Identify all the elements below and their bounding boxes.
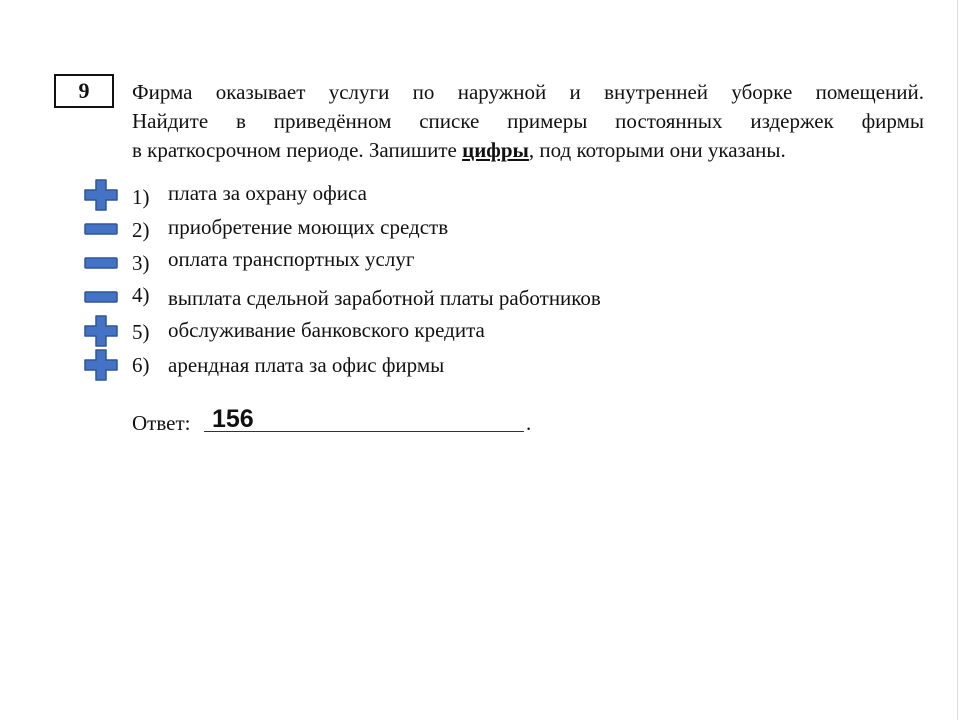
question-line-3-end: , под которыми они указаны. [528, 138, 786, 162]
option-text: плата за охрану офиса [168, 181, 367, 205]
task-number: 9 [78, 78, 90, 103]
plus-icon [82, 314, 120, 348]
minus-icon [82, 246, 120, 280]
option-1 [80, 178, 720, 212]
option-number: 5) [132, 320, 150, 344]
option-text: арендная плата за офис фирмы [168, 353, 445, 377]
option-text: выплата сдельной заработной платы работников [168, 286, 601, 310]
answer-terminator: . [526, 411, 532, 435]
option-5 [80, 314, 720, 348]
slide-edge-divider [957, 0, 958, 720]
option-number: 2) [132, 218, 150, 242]
question-text [132, 78, 924, 165]
plus-icon [82, 178, 120, 212]
answer-area [132, 404, 552, 438]
question-line-1: Фирма оказывает услуги по наружной и внутренней уборке помещений. [132, 80, 924, 104]
option-text: обслуживание банковского кредита [168, 318, 485, 342]
option-text: оплата транспортных услуг [168, 247, 415, 271]
answer-value: 156 [212, 405, 254, 433]
minus-icon [82, 280, 120, 314]
option-number: 4) [132, 283, 150, 307]
plus-icon [82, 348, 120, 382]
question-line-3 [132, 136, 924, 165]
option-4 [80, 280, 720, 314]
option-text: приобретение моющих средств [168, 215, 449, 239]
option-3 [80, 246, 720, 280]
option-2 [80, 212, 720, 246]
minus-icon [82, 212, 120, 246]
question-emphasis: цифры [462, 138, 529, 162]
option-6 [80, 348, 720, 382]
answer-label: Ответ: [132, 411, 191, 435]
task-number-box [54, 74, 114, 108]
option-number: 1) [132, 185, 150, 209]
option-number: 6) [132, 353, 150, 377]
option-number: 3) [132, 251, 150, 275]
question-line-3-start: в краткосрочном периоде. Запишите [132, 138, 463, 162]
question-line-2: Найдите в приведённом списке примеры постоянных издержек фирмы [132, 109, 924, 133]
